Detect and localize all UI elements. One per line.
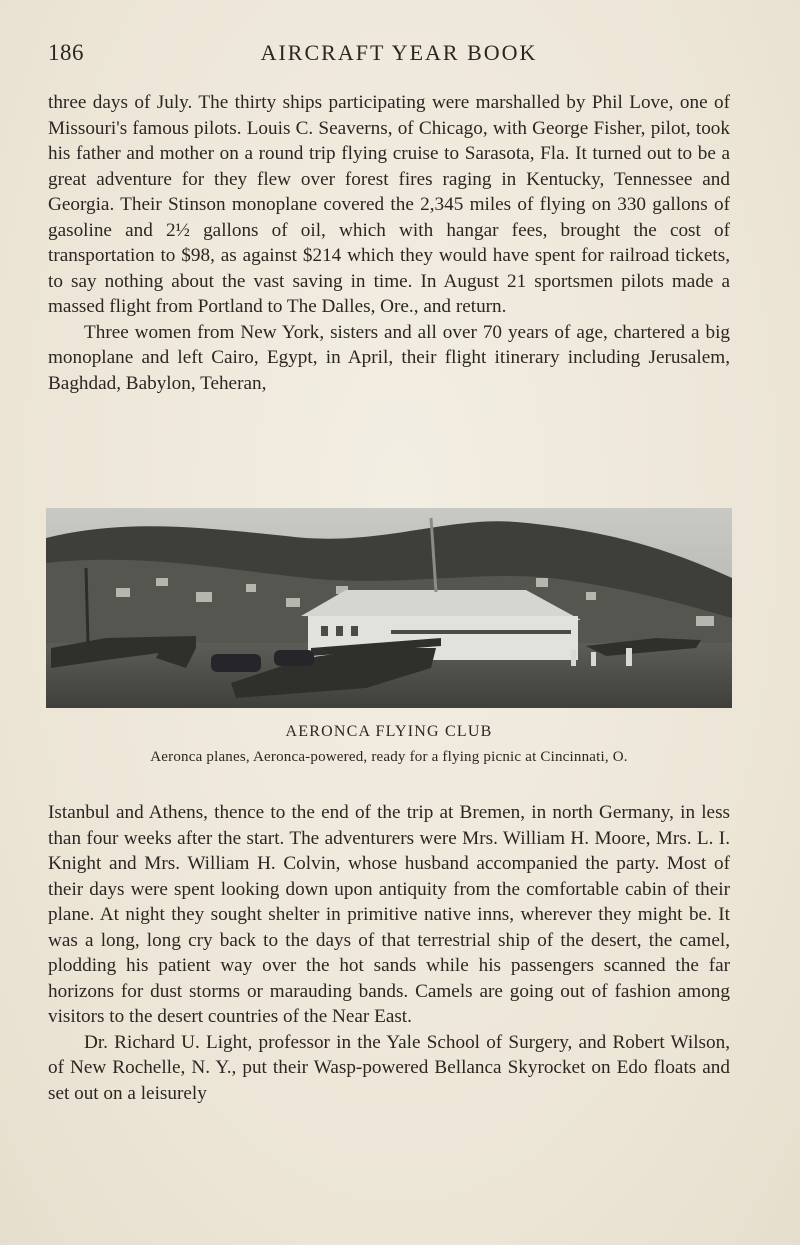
page-number: 186 bbox=[48, 40, 84, 65]
body-text-top bbox=[48, 90, 730, 396]
running-head: AIRCRAFT YEAR BOOK bbox=[260, 40, 538, 65]
photo-illustration bbox=[46, 508, 732, 708]
airfield-photograph bbox=[46, 508, 732, 708]
figure-caption: Aeronca planes, Aeronca-powered, ready for a flying picnic at Cincinnati, O. bbox=[150, 749, 628, 765]
paragraph: three days of July. The thirty ships participating were marshalled by Phil Love, one of Missouri's famous pilots. Louis C. Seaverns, of Chicago, with George Fisher, pilot, took his father and mother on a round trip flying cruise to Sarasota, Fla. It turned out to be a great adventure for they flew over forest fires raging in Kentucky, Tennessee and Georgia. Their Stinson monoplane covered the 2,345 miles of flying on 330 gallons of gasoline and 2½ gallons of oil, which with hangar fees, brought the cost of transportation to $98, as against $214 which they would have spent for railroad tickets, to say nothing about the vast saving in time. In August 21 sportsmen pilots made a massed flight from Portland to The Dalles, Ore., and return. bbox=[48, 92, 730, 317]
paragraph: Istanbul and Athens, thence to the end of the trip at Bremen, in north Germany, in less than four weeks after the start. The adventurers were Mrs. William H. Moore, Mrs. L. I. Knight and Mrs. William H. Colvin, whose husband accompanied the party. Most of their days were spent looking down upon antiquity from the comfortable cabin of their plane. At night they sought shelter in primitive native inns, wherever they might be. It was a long, long cry back to the days of that terrestrial ship of the desert, the camel, plodding his patient way over the hot sands while his passengers scanned the far horizons for dust storms or marauding bands. Camels are going out of fashion among visitors to the desert countries of the Near East. bbox=[48, 802, 730, 1027]
paragraph: Dr. Richard U. Light, professor in the Yale School of Surgery, and Robert Wilson, of New Rochelle, N. Y., put their Wasp-powered Bellanca Skyrocket on Edo floats and set out on a leisurely bbox=[48, 1031, 730, 1104]
body-text-bottom bbox=[48, 800, 730, 1106]
page-header bbox=[48, 40, 730, 68]
figure-title: AERONCA FLYING CLUB bbox=[285, 723, 493, 740]
paragraph: Three women from New York, sisters and all over 70 years of age, chartered a big monoplane and left Cairo, Egypt, in April, their flight itinerary including Jerusalem, Baghdad, Babylon, Teheran, bbox=[48, 321, 730, 394]
